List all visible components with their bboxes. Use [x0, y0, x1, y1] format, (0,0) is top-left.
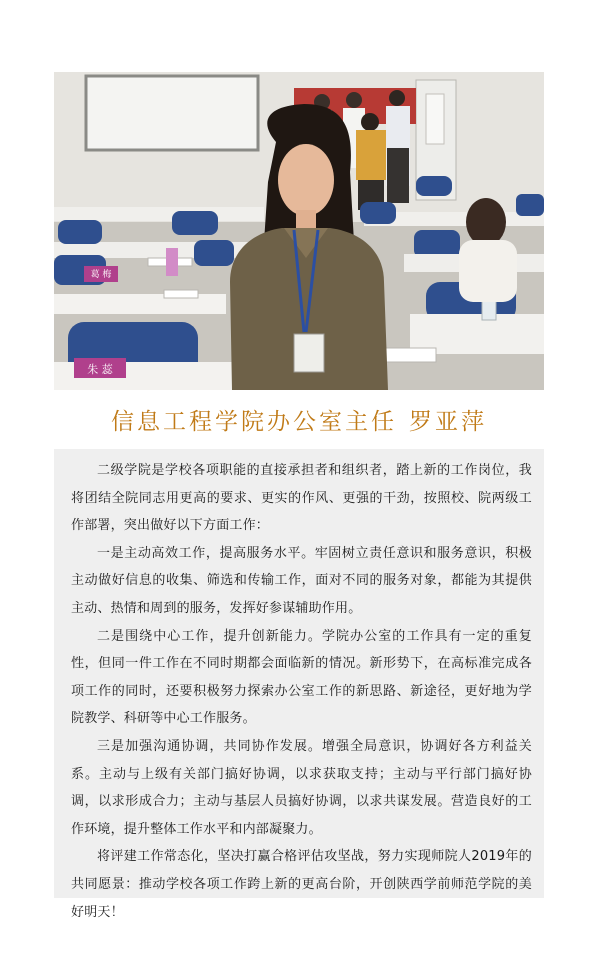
heading-title: 信息工程学院办公室主任 [111, 409, 397, 435]
article-heading [54, 402, 544, 442]
portrait-photo [54, 72, 544, 390]
paragraph: 三是加强沟通协调，共同协作发展。增强全局意识，协调好各方利益关系。主动与上级有关部门搞好协调，以求获取支持；主动与平行部门搞好协调，以求形成合力；主动与基层人员搞好协调，以求共谋发展。营造良好的工作环境，提升整体工作水平和内部凝聚力。 [71, 738, 532, 837]
projection-screen [86, 76, 258, 150]
paragraph: 一是主动高效工作，提高服务水平。牢固树立责任意识和服务意识，积极主动做好信息的收集、筛选和传输工作，面对不同的服务对象，都能为其提供主动、热情和周到的服务，发挥好参谋辅助作用。 [71, 545, 532, 616]
paragraph: 将评建工作常态化，坚决打赢合格评估攻坚战，努力实现师院人2019年的共同愿景：推动学校各项工作跨上新的更高台阶，开创陕西学前师范学院的美好明天！ [71, 849, 532, 920]
article-body [54, 449, 544, 920]
nameplate-text-1: 葛 梅 [90, 270, 112, 280]
heading-name: 罗亚萍 [409, 409, 487, 435]
paragraph: 二是围绕中心工作，提升创新能力。学院办公室的工作具有一定的重复性，但同一件工作在不同时期都会面临新的情况。新形势下，在高标准完成各项工作的同时，还要积极努力探索办公室工作的新思路、新途径，更好地为学院教学、科研等中心工作服务。 [71, 628, 532, 727]
paragraph: 二级学院是学校各项职能的直接承担者和组织者，踏上新的工作岗位，我将团结全院同志用更高的要求、更实的作风、更强的干劲，按照校、院两级工作部署，突出做好以下方面工作： [71, 463, 532, 534]
nameplate-text-2: 朱 蕊 [87, 363, 113, 376]
